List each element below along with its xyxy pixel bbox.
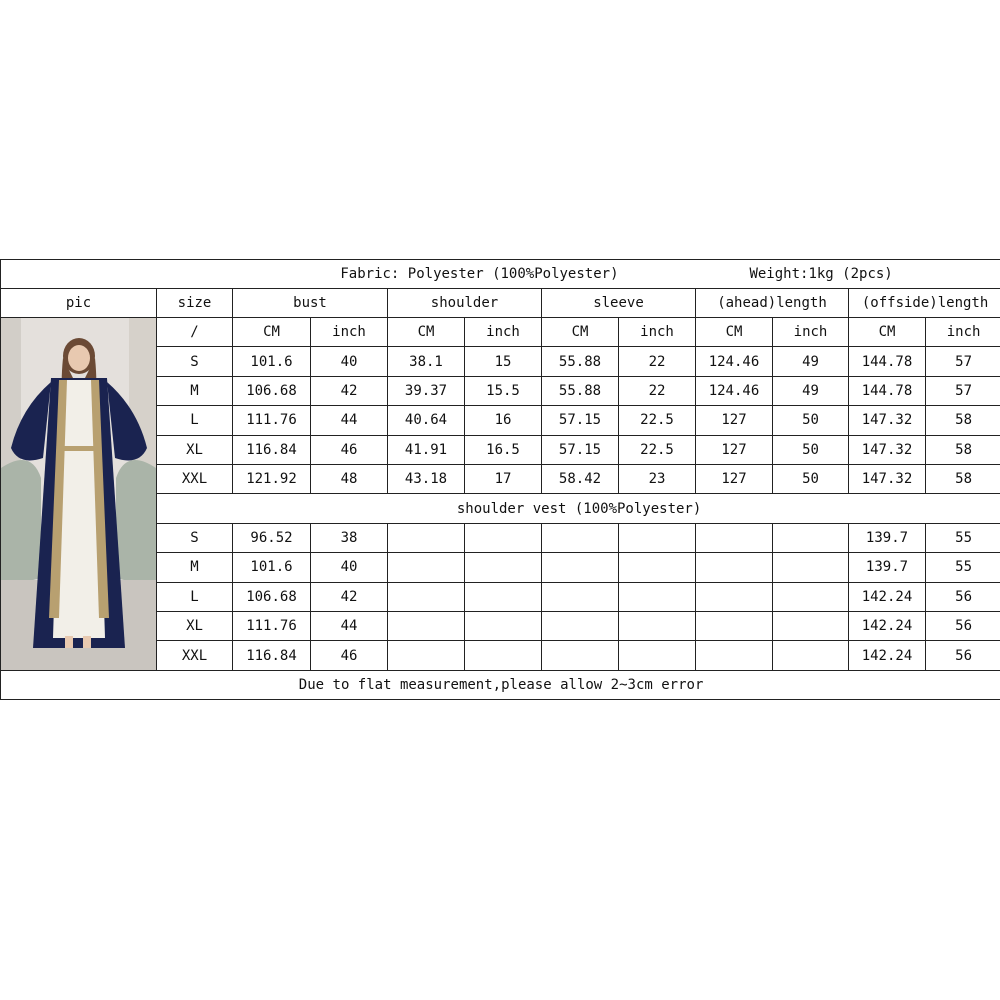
bust-inch-cell: 46 <box>311 435 388 464</box>
empty-cell <box>388 612 465 641</box>
product-photo-cell <box>1 318 157 671</box>
empty-cell <box>542 523 619 552</box>
unit-row <box>1 318 1000 347</box>
bust-inch-cell: 40 <box>311 347 388 376</box>
empty-cell <box>465 582 542 611</box>
sleeve-inch-cell: 22.5 <box>619 435 696 464</box>
empty-cell <box>619 612 696 641</box>
bust-inch-cell: 40 <box>311 553 388 582</box>
ahead-cm-cell: 124.46 <box>696 376 773 405</box>
size-cell: L <box>157 582 233 611</box>
sleeve-inch-cell: 22 <box>619 376 696 405</box>
shoulder-cm-cell: 39.37 <box>388 376 465 405</box>
sleeve-cm-cell: 58.42 <box>542 465 619 494</box>
unit-inch: inch <box>619 318 696 347</box>
bust-cm-cell: 96.52 <box>233 523 311 552</box>
shoulder-cm-cell: 43.18 <box>388 465 465 494</box>
shoulder-cm-cell: 41.91 <box>388 435 465 464</box>
shoulder-cm-cell: 40.64 <box>388 406 465 435</box>
bust-cm-cell: 101.6 <box>233 347 311 376</box>
shoulder-inch-cell: 15.5 <box>465 376 542 405</box>
unit-inch: inch <box>926 318 1000 347</box>
size-cell: S <box>157 347 233 376</box>
bust-cm-cell: 111.76 <box>233 612 311 641</box>
offside-cm-cell: 142.24 <box>849 612 926 641</box>
sleeve-inch-cell: 22.5 <box>619 406 696 435</box>
header-cell <box>1 260 1000 289</box>
offside-inch-cell: 56 <box>926 612 1000 641</box>
col-size: size <box>157 289 233 318</box>
empty-cell <box>542 641 619 671</box>
empty-cell <box>619 641 696 671</box>
empty-cell <box>696 612 773 641</box>
empty-cell <box>619 523 696 552</box>
empty-cell <box>619 553 696 582</box>
offside-cm-cell: 144.78 <box>849 376 926 405</box>
vest-title: shoulder vest (100%Polyester) <box>157 494 1000 523</box>
offside-cm-cell: 142.24 <box>849 641 926 671</box>
bust-cm-cell: 101.6 <box>233 553 311 582</box>
size-cell: XXL <box>157 465 233 494</box>
size-unit-slash: / <box>157 318 233 347</box>
empty-cell <box>773 553 849 582</box>
empty-cell <box>388 641 465 671</box>
ahead-cm-cell: 127 <box>696 406 773 435</box>
ahead-cm-cell: 124.46 <box>696 347 773 376</box>
unit-inch: inch <box>773 318 849 347</box>
size-chart <box>0 259 999 739</box>
bust-cm-cell: 106.68 <box>233 376 311 405</box>
sleeve-inch-cell: 22 <box>619 347 696 376</box>
offside-inch-cell: 58 <box>926 435 1000 464</box>
unit-cm: CM <box>849 318 926 347</box>
empty-cell <box>542 582 619 611</box>
empty-cell <box>465 641 542 671</box>
empty-cell <box>542 612 619 641</box>
offside-inch-cell: 57 <box>926 347 1000 376</box>
size-cell: S <box>157 523 233 552</box>
col-offside-length: (offside)length <box>849 289 1000 318</box>
bust-inch-cell: 44 <box>311 612 388 641</box>
offside-cm-cell: 139.7 <box>849 553 926 582</box>
empty-cell <box>388 553 465 582</box>
offside-cm-cell: 139.7 <box>849 523 926 552</box>
bust-cm-cell: 121.92 <box>233 465 311 494</box>
col-pic: pic <box>1 289 157 318</box>
empty-cell <box>696 553 773 582</box>
offside-inch-cell: 57 <box>926 376 1000 405</box>
bust-inch-cell: 42 <box>311 376 388 405</box>
empty-cell <box>542 553 619 582</box>
sleeve-cm-cell: 55.88 <box>542 347 619 376</box>
col-ahead-length: (ahead)length <box>696 289 849 318</box>
bust-inch-cell: 48 <box>311 465 388 494</box>
offside-inch-cell: 55 <box>926 523 1000 552</box>
size-cell: M <box>157 553 233 582</box>
sleeve-cm-cell: 55.88 <box>542 376 619 405</box>
col-shoulder: shoulder <box>388 289 542 318</box>
offside-cm-cell: 142.24 <box>849 582 926 611</box>
offside-inch-cell: 58 <box>926 406 1000 435</box>
bust-cm-cell: 111.76 <box>233 406 311 435</box>
footer-note: Due to flat measurement,please allow 2~3cm error <box>1 671 1000 700</box>
unit-cm: CM <box>233 318 311 347</box>
empty-cell <box>619 582 696 611</box>
shoulder-inch-cell: 16 <box>465 406 542 435</box>
bust-inch-cell: 42 <box>311 582 388 611</box>
empty-cell <box>388 582 465 611</box>
col-bust: bust <box>233 289 388 318</box>
bust-cm-cell: 116.84 <box>233 641 311 671</box>
ahead-cm-cell: 127 <box>696 465 773 494</box>
sleeve-cm-cell: 57.15 <box>542 435 619 464</box>
empty-cell <box>696 523 773 552</box>
unit-cm: CM <box>542 318 619 347</box>
ahead-cm-cell: 127 <box>696 435 773 464</box>
bust-inch-cell: 46 <box>311 641 388 671</box>
sleeve-inch-cell: 23 <box>619 465 696 494</box>
size-cell: L <box>157 406 233 435</box>
ahead-inch-cell: 49 <box>773 376 849 405</box>
offside-inch-cell: 56 <box>926 582 1000 611</box>
sleeve-cm-cell: 57.15 <box>542 406 619 435</box>
shoulder-cm-cell: 38.1 <box>388 347 465 376</box>
size-cell: XXL <box>157 641 233 671</box>
empty-cell <box>773 612 849 641</box>
fabric-label: Fabric: Polyester (100%Polyester) <box>340 266 619 282</box>
bust-cm-cell: 116.84 <box>233 435 311 464</box>
empty-cell <box>465 523 542 552</box>
header-row <box>1 260 1000 289</box>
unit-cm: CM <box>696 318 773 347</box>
bust-cm-cell: 106.68 <box>233 582 311 611</box>
size-cell: M <box>157 376 233 405</box>
column-header-row <box>1 289 1000 318</box>
ahead-inch-cell: 50 <box>773 435 849 464</box>
bust-inch-cell: 44 <box>311 406 388 435</box>
unit-inch: inch <box>311 318 388 347</box>
col-sleeve: sleeve <box>542 289 696 318</box>
empty-cell <box>773 582 849 611</box>
empty-cell <box>696 582 773 611</box>
offside-cm-cell: 147.32 <box>849 406 926 435</box>
weight-label: Weight:1kg (2pcs) <box>749 266 893 282</box>
empty-cell <box>465 553 542 582</box>
offside-cm-cell: 147.32 <box>849 435 926 464</box>
empty-cell <box>696 641 773 671</box>
empty-cell <box>388 523 465 552</box>
shoulder-inch-cell: 17 <box>465 465 542 494</box>
shoulder-inch-cell: 16.5 <box>465 435 542 464</box>
unit-inch: inch <box>465 318 542 347</box>
offside-inch-cell: 56 <box>926 641 1000 671</box>
empty-cell <box>773 641 849 671</box>
offside-cm-cell: 147.32 <box>849 465 926 494</box>
ahead-inch-cell: 49 <box>773 347 849 376</box>
footer-row <box>1 671 1000 700</box>
size-cell: XL <box>157 435 233 464</box>
bust-inch-cell: 38 <box>311 523 388 552</box>
ahead-inch-cell: 50 <box>773 406 849 435</box>
size-cell: XL <box>157 612 233 641</box>
shoulder-inch-cell: 15 <box>465 347 542 376</box>
unit-cm: CM <box>388 318 465 347</box>
size-table <box>0 259 1000 700</box>
product-photo <box>1 318 156 670</box>
ahead-inch-cell: 50 <box>773 465 849 494</box>
offside-inch-cell: 58 <box>926 465 1000 494</box>
empty-cell <box>465 612 542 641</box>
offside-inch-cell: 55 <box>926 553 1000 582</box>
empty-cell <box>773 523 849 552</box>
offside-cm-cell: 144.78 <box>849 347 926 376</box>
